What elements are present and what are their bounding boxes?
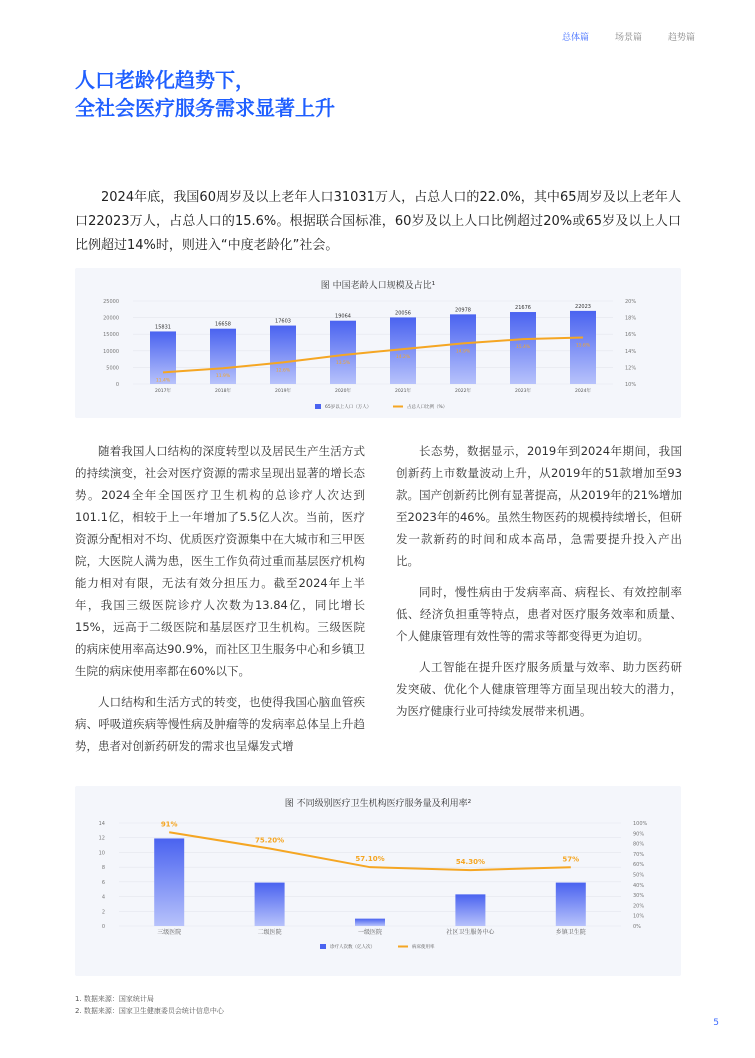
page-number: 5 bbox=[713, 1018, 719, 1028]
chart1-y2-tick-label: 16% bbox=[625, 332, 637, 339]
chart1-legend-bar-label: 65岁以上人口（万人） bbox=[325, 405, 372, 410]
chart1-bar-value-label: 17603 bbox=[275, 318, 291, 325]
left-paragraph-2: 人口结构和生活方式的转变，也使得我国心脑血管疾病、呼吸道疾病等慢性病及肿瘤等的发病率总体呈上升趋势，患者对创新药研发的需求也呈爆发式增 bbox=[75, 695, 365, 753]
chart1-line-value-label: 11.9% bbox=[215, 374, 231, 380]
chart1-line-value-label: 12.6% bbox=[275, 368, 291, 374]
chart1-line-value-label: 15.6% bbox=[575, 343, 591, 349]
left-paragraph-1: 随着我国人口结构的深度转型以及居民生产生活方式的持续演变，社会对医疗资源的需求呈现出显著的增长态势。2024全年全国医疗卫生机构的总诊疗人次达到101.1亿，相较于上一年增加了5.5亿人次。当前，医疗资源分配相对不均、优质医疗资源集中在大城市和三甲医院，大医院人满为患，医生工作负荷过重而基层医疗机构能力相对有限，无法有效分担压力。截至2024年上半年，我国三级医院诊疗人次数为13.84亿，同比增长15%，远高于二级医院和基层医疗卫生机构。三级医院的病床使用率高达90.9%，而社区卫生服务中心和乡镇卫生院的病床使用率都在60%以下。 bbox=[75, 444, 365, 678]
chart1-bar-value-label: 16658 bbox=[215, 321, 231, 328]
chart2-y-tick-label: 2 bbox=[101, 909, 105, 916]
chart1-category-label: 2018年 bbox=[215, 389, 231, 394]
hospital-service-chart bbox=[75, 786, 681, 976]
chart1-category-label: 2017年 bbox=[155, 389, 171, 394]
nav-scenarios[interactable]: 场景篇 bbox=[614, 33, 642, 43]
chart2-legend-bar-label: 诊疗人次数（亿人次） bbox=[330, 945, 375, 950]
chart1-bar bbox=[330, 321, 356, 384]
chart1-line-value-label: 11.4% bbox=[155, 378, 171, 384]
chart2-bar bbox=[455, 894, 485, 926]
chart2-line-value-label: 75.20% bbox=[255, 836, 285, 845]
footnotes bbox=[75, 993, 224, 1017]
chart2-y-tick-label: 14 bbox=[98, 821, 105, 827]
right-column bbox=[396, 440, 682, 731]
chart2-y2-tick-label: 50% bbox=[633, 872, 645, 879]
chart2-bar bbox=[154, 838, 184, 926]
chart1-y2-tick-label: 10% bbox=[625, 382, 637, 388]
chart2-y-tick-label: 8 bbox=[101, 865, 105, 872]
hospital-service-chart-svg bbox=[75, 786, 681, 976]
right-paragraph-2: 同时，慢性病由于发病率高、病程长、有效控制率低、经济负担重等特点，患者对医疗服务效率和质量、个人健康管理有效性等的需求等都变得更为迫切。 bbox=[396, 585, 682, 643]
chart2-line-value-label: 91% bbox=[160, 820, 178, 829]
chart1-y2-tick-label: 14% bbox=[625, 348, 637, 355]
chart2-y-tick-label: 4 bbox=[101, 894, 105, 901]
chart1-bar-value-label: 20056 bbox=[395, 310, 411, 317]
chart2-line-value-label: 57% bbox=[562, 855, 580, 864]
chart1-y2-tick-label: 18% bbox=[625, 315, 637, 322]
chart1-y-tick-label: 15000 bbox=[103, 332, 119, 339]
chart2-y-tick-label: 6 bbox=[101, 879, 105, 886]
chart2-y-tick-label: 10 bbox=[98, 850, 105, 857]
chart1-y-tick-label: 5000 bbox=[106, 365, 119, 372]
right-paragraph-1: 长态势，数据显示，2019年到2024年期间，我国创新药上市数量波动上升，从2019年的51款增加至93款。国产创新药比例有显著提高，从2019年的21%增加至2023年的46%。虽然生物医药的规模持续增长，但研发一款新药的时间和成本高昂，急需要提升投入产出比。 bbox=[396, 444, 682, 568]
chart2-y2-tick-label: 40% bbox=[633, 882, 645, 889]
chart2-legend-bar-swatch bbox=[320, 944, 326, 949]
chart2-bar bbox=[255, 883, 285, 926]
chart2-y2-tick-label: 0% bbox=[633, 924, 641, 930]
chart2-category-label: 二级医院 bbox=[257, 929, 282, 936]
chart2-category-label: 一级医院 bbox=[357, 929, 383, 936]
chart1-y2-tick-label: 12% bbox=[625, 365, 637, 372]
chart1-category-label: 2019年 bbox=[275, 389, 291, 394]
chart1-legend-line-label: 占总人口比例（%） bbox=[407, 405, 448, 410]
chart1-line-value-label: 13.5% bbox=[335, 360, 351, 366]
chart1-y2-tick-label: 20% bbox=[625, 299, 637, 305]
chart2-y2-tick-label: 20% bbox=[633, 903, 645, 910]
chart1-legend-bar-swatch bbox=[315, 404, 321, 409]
chart1-category-label: 2021年 bbox=[395, 389, 411, 394]
chart2-y2-tick-label: 10% bbox=[633, 913, 645, 920]
chart1-category-label: 2022年 bbox=[455, 389, 471, 394]
chart2-category-label: 社区卫生服务中心 bbox=[446, 929, 495, 936]
elderly-population-chart-svg bbox=[75, 268, 681, 418]
chart1-y-tick-label: 20000 bbox=[103, 315, 119, 322]
headline-line-1: 人口老龄化趋势下， bbox=[75, 68, 255, 92]
chart2-category-label: 乡镇卫生院 bbox=[555, 929, 586, 936]
chart1-title: 图 中国老龄人口规模及占比¹ bbox=[320, 281, 436, 291]
chart1-bar-value-label: 21676 bbox=[515, 305, 531, 312]
chart1-line-value-label: 14.9% bbox=[455, 349, 471, 355]
right-paragraph-3: 人工智能在提升医疗服务质量与效率、助力医药研发突破、优化个人健康管理等方面呈现出较大的潜力，为医疗健康行业可持续发展带来机遇。 bbox=[396, 660, 682, 718]
chart1-y-tick-label: 25000 bbox=[103, 299, 119, 305]
chart1-bar-value-label: 19064 bbox=[335, 313, 351, 320]
chart1-category-label: 2020年 bbox=[335, 389, 351, 394]
chart2-y2-tick-label: 70% bbox=[633, 851, 645, 858]
chart2-legend-line-label: 病床使用率 bbox=[412, 945, 435, 950]
elderly-population-chart bbox=[75, 268, 681, 418]
chart1-y-tick-label: 0 bbox=[115, 382, 119, 388]
chart1-category-label: 2023年 bbox=[515, 389, 531, 394]
left-column bbox=[75, 440, 365, 766]
chart1-bar-value-label: 22023 bbox=[575, 303, 591, 310]
chart2-bar bbox=[355, 919, 385, 926]
chart2-y2-tick-label: 90% bbox=[633, 831, 645, 838]
chart1-bar-value-label: 20978 bbox=[455, 307, 471, 314]
chart1-bar bbox=[270, 326, 296, 384]
chart2-y2-tick-label: 100% bbox=[633, 821, 648, 827]
chart2-y-tick-label: 0 bbox=[101, 924, 105, 930]
intro-paragraph: 2024年底，我国60周岁及以上老年人口31031万人，占总人口的22.0%，其中65周岁及以上老年人口22023万人，占总人口的15.6%。根据联合国标准，60岁及以上人口比例超过20%或65岁及以上人口比例超过14%时，则进入“中度老龄化”社会。 bbox=[75, 190, 681, 253]
chart2-y2-tick-label: 30% bbox=[633, 893, 645, 900]
chart2-y-tick-label: 12 bbox=[98, 835, 105, 842]
chart1-y-tick-label: 10000 bbox=[103, 348, 119, 355]
chart2-bar bbox=[556, 883, 586, 926]
page-headline bbox=[75, 66, 335, 122]
nav-trends[interactable]: 趋势篇 bbox=[667, 33, 695, 43]
chart2-line-value-label: 54.30% bbox=[455, 858, 485, 867]
footnote-1: 1. 数据来源：国家统计局 bbox=[75, 995, 154, 1003]
chart1-bar-value-label: 15831 bbox=[155, 324, 171, 331]
nav-overview[interactable]: 总体篇 bbox=[561, 33, 589, 43]
top-navigation bbox=[562, 30, 695, 43]
chart2-line-value-label: 57.10% bbox=[355, 855, 385, 864]
chart2-title: 图 不同级别医疗卫生机构医疗服务量及利用率² bbox=[284, 799, 472, 809]
footnote-2: 2. 数据来源：国家卫生健康委员会统计信息中心 bbox=[75, 1007, 224, 1015]
chart1-bar bbox=[150, 331, 176, 384]
chart2-y2-tick-label: 60% bbox=[633, 862, 645, 869]
chart1-line-value-label: 15.4% bbox=[515, 345, 531, 351]
chart1-category-label: 2024年 bbox=[575, 389, 591, 394]
chart1-line-value-label: 14.2% bbox=[395, 355, 411, 361]
headline-line-2: 全社会医疗服务需求显著上升 bbox=[75, 96, 335, 120]
chart2-y2-tick-label: 80% bbox=[633, 841, 645, 848]
chart2-category-label: 三级医院 bbox=[157, 929, 182, 936]
